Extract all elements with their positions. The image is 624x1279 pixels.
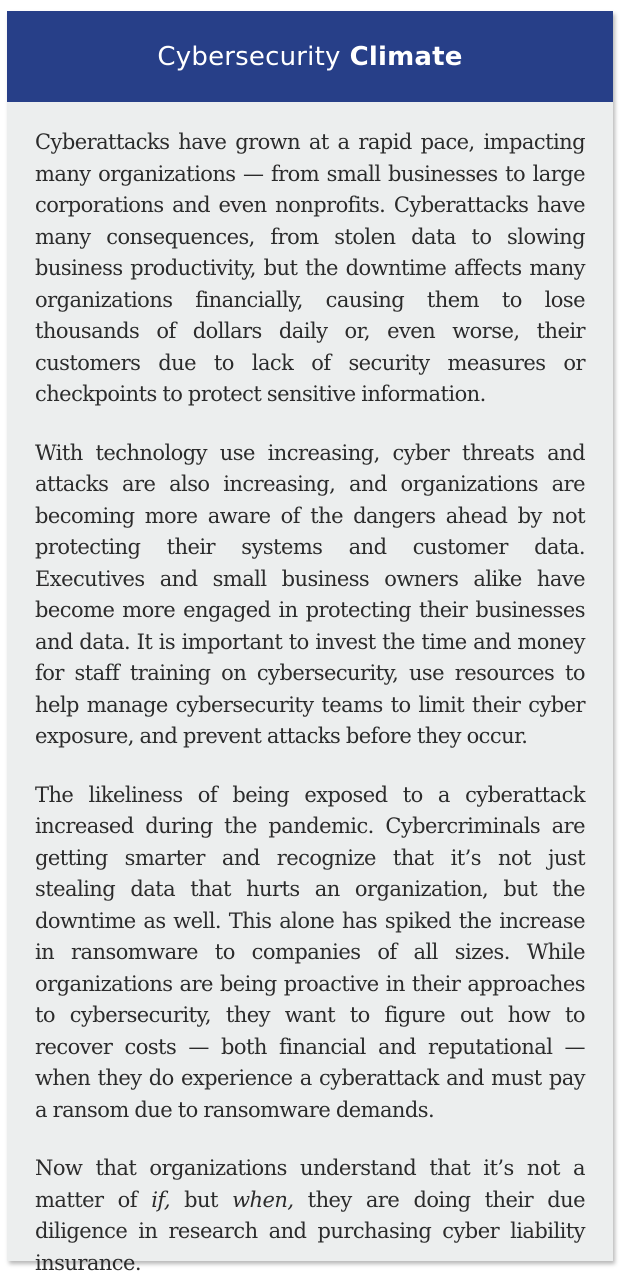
paragraph-4 — [35, 1153, 585, 1279]
sidebar-body — [7, 102, 613, 1279]
paragraph-4-part3: they are doing their due diligence in research and purchasing cyber liability insurance. — [35, 1187, 585, 1275]
header-title-light: Cybersecurity — [157, 41, 341, 72]
sidebar-header — [7, 11, 613, 102]
header-title-bold: Climate — [349, 41, 463, 72]
paragraph-2: With technology use increasing, cyber threats and attacks are also increasing, and organizations are becoming more aware of the dangers ahead by not protecting their systems and customer data. Executives and small business owners alike have become more engaged in protecting their businesses and data. It is important to invest the time and money for staff training on cybersecurity, use resources to help manage cybersecurity teams to limit their cyber exposure, and prevent attacks before they occur. — [35, 440, 585, 748]
paragraph-4-part2: but — [169, 1187, 233, 1212]
paragraph-3: The likeliness of being exposed to a cyberattack increased during the pandemic. Cybercriminals are getting smarter and recognize that it’s not just stealing data that hurts an organization, but the downtime as well. This alone has spiked the increase in ransomware to companies of all sizes. While organizations are being proactive in their approaches to cybersecurity, they want to figure out how to recover costs — both financial and reputational — when they do experience a cyberattack and must pay a ransom due to ransomware demands. — [35, 782, 585, 1122]
paragraph-4-part1: Now that organizations understand that it’s not a matter of — [35, 1156, 585, 1212]
paragraph-4-emph-when: when, — [232, 1187, 294, 1212]
sidebar-box — [7, 11, 613, 1275]
paragraph-4-emph-if: if, — [151, 1187, 170, 1212]
paragraph-1: Cyberattacks have grown at a rapid pace, impacting many organizations — from small businesses to large corporations and even nonprofits. Cyberattacks have many consequences, from stolen data to slowing business productivity, but the downtime affects many organizations financially, causing them to lose thousands of dollars daily or, even worse, their customers due to lack of security measures or checkpoints to protect sensitive information. — [35, 130, 585, 406]
